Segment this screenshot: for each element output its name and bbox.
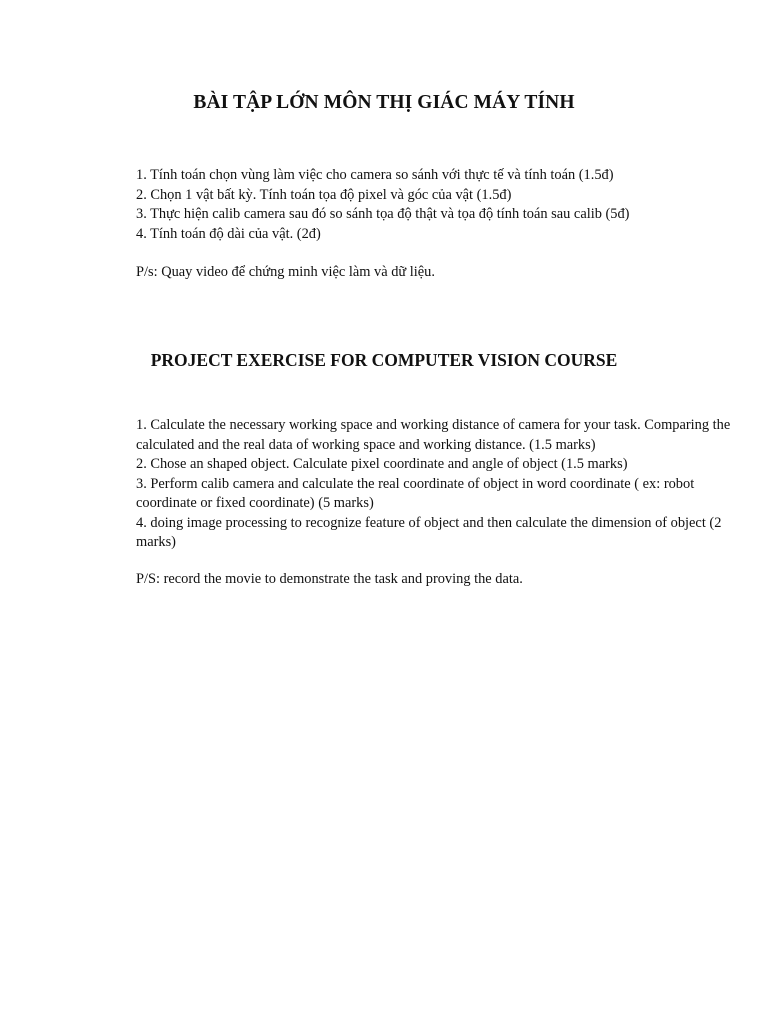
vietnamese-title: BÀI TẬP LỚN MÔN THỊ GIÁC MÁY TÍNH (193, 92, 575, 113)
vietnamese-task-item: 2. Chọn 1 vật bất kỳ. Tính toán tọa độ pixel và góc của vật (1.5đ) (136, 186, 512, 203)
vietnamese-task-item: 1. Tính toán chọn vùng làm việc cho camera so sánh với thực tế và tính toán (1.5đ) (136, 167, 614, 183)
vietnamese-task-item: 3. Thực hiện calib camera sau đó so sánh tọa độ thật và tọa độ tính toán sau calib (5đ) (136, 206, 630, 222)
vietnamese-note: P/s: Quay video để chứng minh việc làm và dữ liệu. (136, 264, 435, 280)
english-note: P/S: record the movie to demonstrate the task and proving the data. (136, 571, 523, 587)
vietnamese-task-item: 4. Tính toán độ dài của vật. (2đ) (136, 225, 321, 242)
english-title: PROJECT EXERCISE FOR COMPUTER VISION COURSE (150, 350, 618, 370)
english-task-item: 2. Chose an shaped object. Calculate pixel coordinate and angle of object (1.5 marks) (136, 456, 628, 472)
vietnamese-task-list (136, 166, 736, 244)
english-task-list (136, 416, 736, 553)
english-task-item: 4. doing image processing to recognize feature of object and then calculate the dimension of object (2 marks) (136, 514, 722, 550)
english-task-item: 3. Perform calib camera and calculate the real coordinate of object in word coordinate ( ex: robot coordinate or fixed coordinate) (5 marks) (136, 475, 695, 511)
english-task-item: 1. Calculate the necessary working space and working distance of camera for your task. Comparing the calculated and the real data of working space and working distance. (1.5 marks) (136, 417, 731, 453)
